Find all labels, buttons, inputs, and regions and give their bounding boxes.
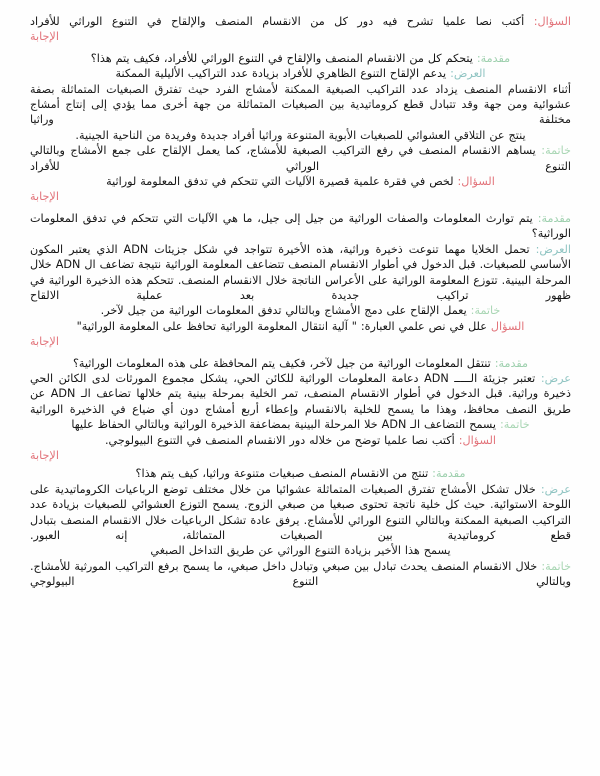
answer-line [30,29,571,44]
intro-text: تنتقل المعلومات الوراثية من جيل لآخر، فكيف يتم المحافظة على هذه المعلومات الوراثية؟ [72,356,491,370]
body-text-2: يسمح هذا الأخير بزيادة التنوع الوراثي عن طريق التداخل الصبغي [150,544,451,558]
intro-label: مقدمة: [432,467,466,481]
intro-label: مقدمة: [537,211,571,225]
intro-line [30,51,571,66]
question-text: علل في نص علمي العبارة: " آلية انتقال المعلومة الوراثية تحافظ على المعلومة الوراثية" [76,319,487,333]
conclusion-label: خاتمة: [470,304,501,318]
qa-block-1 [30,14,571,174]
intro-line [30,356,571,371]
intro-text: يتحكم كل من الانقسام المنصف والإلقاح في التنوع الوراثي للأفراد، فكيف يتم هذا؟ [90,51,473,65]
body-label: عرض: [540,371,571,385]
conclusion-label: خاتمة: [541,144,571,158]
qa-block-3 [30,319,571,433]
body-lead-text: يدعم الإلقاح التنوع الظاهري للأفراد بزيادة عدد التراكيب الأليلية الممكنة [115,67,447,81]
question-label: السؤال: [533,15,571,28]
intro-label: مقدمة: [494,356,529,370]
body-lead-line [30,66,571,81]
body-line [30,482,571,544]
body-text-2: ينتج عن التلاقي العشوائي للصبغيات الأبوية المتنوعة وراثيا أفراد جديدة وفريدة من الناحية الجينية. [75,128,526,142]
question-line [30,174,571,189]
conclusion-text: خلال الانقسام المنصف يحدث تبادل بين صبغي وتبادل داخل صبغي، ما يسمح برفع التراكيب المورثية للأمشاج. وبالتالي التنوع البيولوجي [30,559,571,589]
answer-label: الإجابة [30,335,59,349]
intro-label: مقدمة: [476,51,511,65]
intro-text: تنتج من الانقسام المنصف صبغيات متنوعة وراثيا، كيف يتم هذا؟ [135,467,429,481]
intro-line [30,466,571,481]
body-label: العرض: [450,67,486,81]
qa-block-2 [30,174,571,319]
question-text: لخص في فقرة علمية قصيرة الآليات التي تتحكم في تدفق المعلومة لوراثية [106,175,454,189]
answer-line [30,334,571,349]
body-text: تعتبر جزيئة الـــــ ADN دعامة المعلومات الوراثية للكائن الحي، يشكل مجموع المورثات لدى الكائن الحي ذخيرة وراثية. قبل الدخول في أطوار الانقسام المنصف، تمر الخلية بمرحلة بينية يتم خلالها تضاعف الـ ADN عن طريق النصف محافظ، وهذا ما يسمح للخلية بالانقسام وإعطاء أربع أمشاج دون أي ضياع في الذخيرة الوراثية [30,371,571,416]
question-line [30,433,571,448]
body-label: عرض: [540,482,571,496]
conclusion-text: يسمح التضاعف الـ ADN خلا المرحلة البينية بمضاعفة الذخيرة الوراثية وبالتالي الحفاظ عليها [71,418,497,432]
intro-text: يتم توارث المعلومات والصفات الوراثية من جيل إلى جيل، ما هي الآليات التي تتحكم في تدفق المعلومات الوراثية؟ [30,211,571,241]
intro-line [30,211,571,242]
answer-label: الإجابة [30,190,59,204]
answer-line [30,189,571,204]
body-line [30,371,571,417]
question-label: السؤال [490,319,525,333]
answer-label: الإجابة [30,30,59,44]
conclusion-text: يعمل الإلقاح على دمج الأمشاج وبالتالي تدفق المعلومات الوراثية من جيل لآخر. [100,304,467,318]
question-line [30,14,571,29]
question-label: السؤال: [457,175,495,189]
answer-line [30,448,571,463]
body-label: العرض: [535,242,572,256]
conclusion-label: خاتمة: [500,418,530,432]
conclusion-label: خاتمة: [541,559,571,573]
body-line [30,242,571,304]
conclusion-line [30,417,571,432]
question-line [30,319,571,334]
conclusion-line [30,303,571,318]
qa-block-4 [30,433,571,590]
body-text: أثناء الانقسام المنصف يزداد عدد التراكيب الصبغية الممكنة لأمشاج الفرد حيث تفترق الصبغيات المتماثلة بصفة عشوائية ومن جهة وقد تتبادل قطع كروماتيدية بين الصبغيات المتماثلة من جهة أخرى مما يؤدي إلى إنتاج أمشاج مختلفة وراثيا [30,82,571,127]
body-text: خلال تشكل الأمشاج تفترق الصبغيات المتماثلة عشوائيا من خلال مختلف توضع الرباعيات الكروماتيدية على اللوحة الاستوائية. حيث كل خلية ناتجة تحتوى صبغيا من صبغي الزوج. يسمح التوزع العشوائي للصبغيات بزيادة عدد التراكيب الصبغية الممكنة وبالتالي التنوع الوراثي للأمشاج. يرفق عادة تشكل الرباعيات خلال الانقسام المنصف بتبادل قطع كروماتيدية بين الصبغيات المتماثلة، إنه العبور. [30,482,571,542]
question-label: السؤال: [458,433,496,447]
body-text: تحمل الخلايا مهما تنوعت ذخيرة وراثية، هذه الأخيرة تتواجد في شكل جزيئات ADN الذي يعتبر المكون الأساسي للصبغيات. قبل الدخول في أطوار الانقسام المنصف تتضاعف المعلومة الوراثية نتيجة تضاعف ال ADN خلال المرحلة البينية. تتوزع المعلومة الوراثية على الأعراس الناتجة خلال الانقسام المنصف. تتحكم هذه الذخيرة الوراثية في ظهور تراكيب جديدة بعد عملية الالقاح [30,242,571,302]
conclusion-text: يساهم الانقسام المنصف في رفع التراكيب الصبغية للأمشاج، كما يعمل الإلقاح على جمع الأمشاج وبالتالي التنوع الوراثي للأفراد [30,144,571,173]
conclusion-line [30,559,571,590]
conclusion-line [30,143,571,174]
question-text: أكتب نصا علميا توضح من خلاله دور الانقسام المنصف في التنوع البيولوجي. [105,433,455,447]
question-text: أكتب نصا علميا تشرح فيه دور كل من الانقسام المنصف والإلقاح في التنوع الوراثي للأفراد [30,15,525,28]
answer-label: الإجابة [30,448,59,462]
